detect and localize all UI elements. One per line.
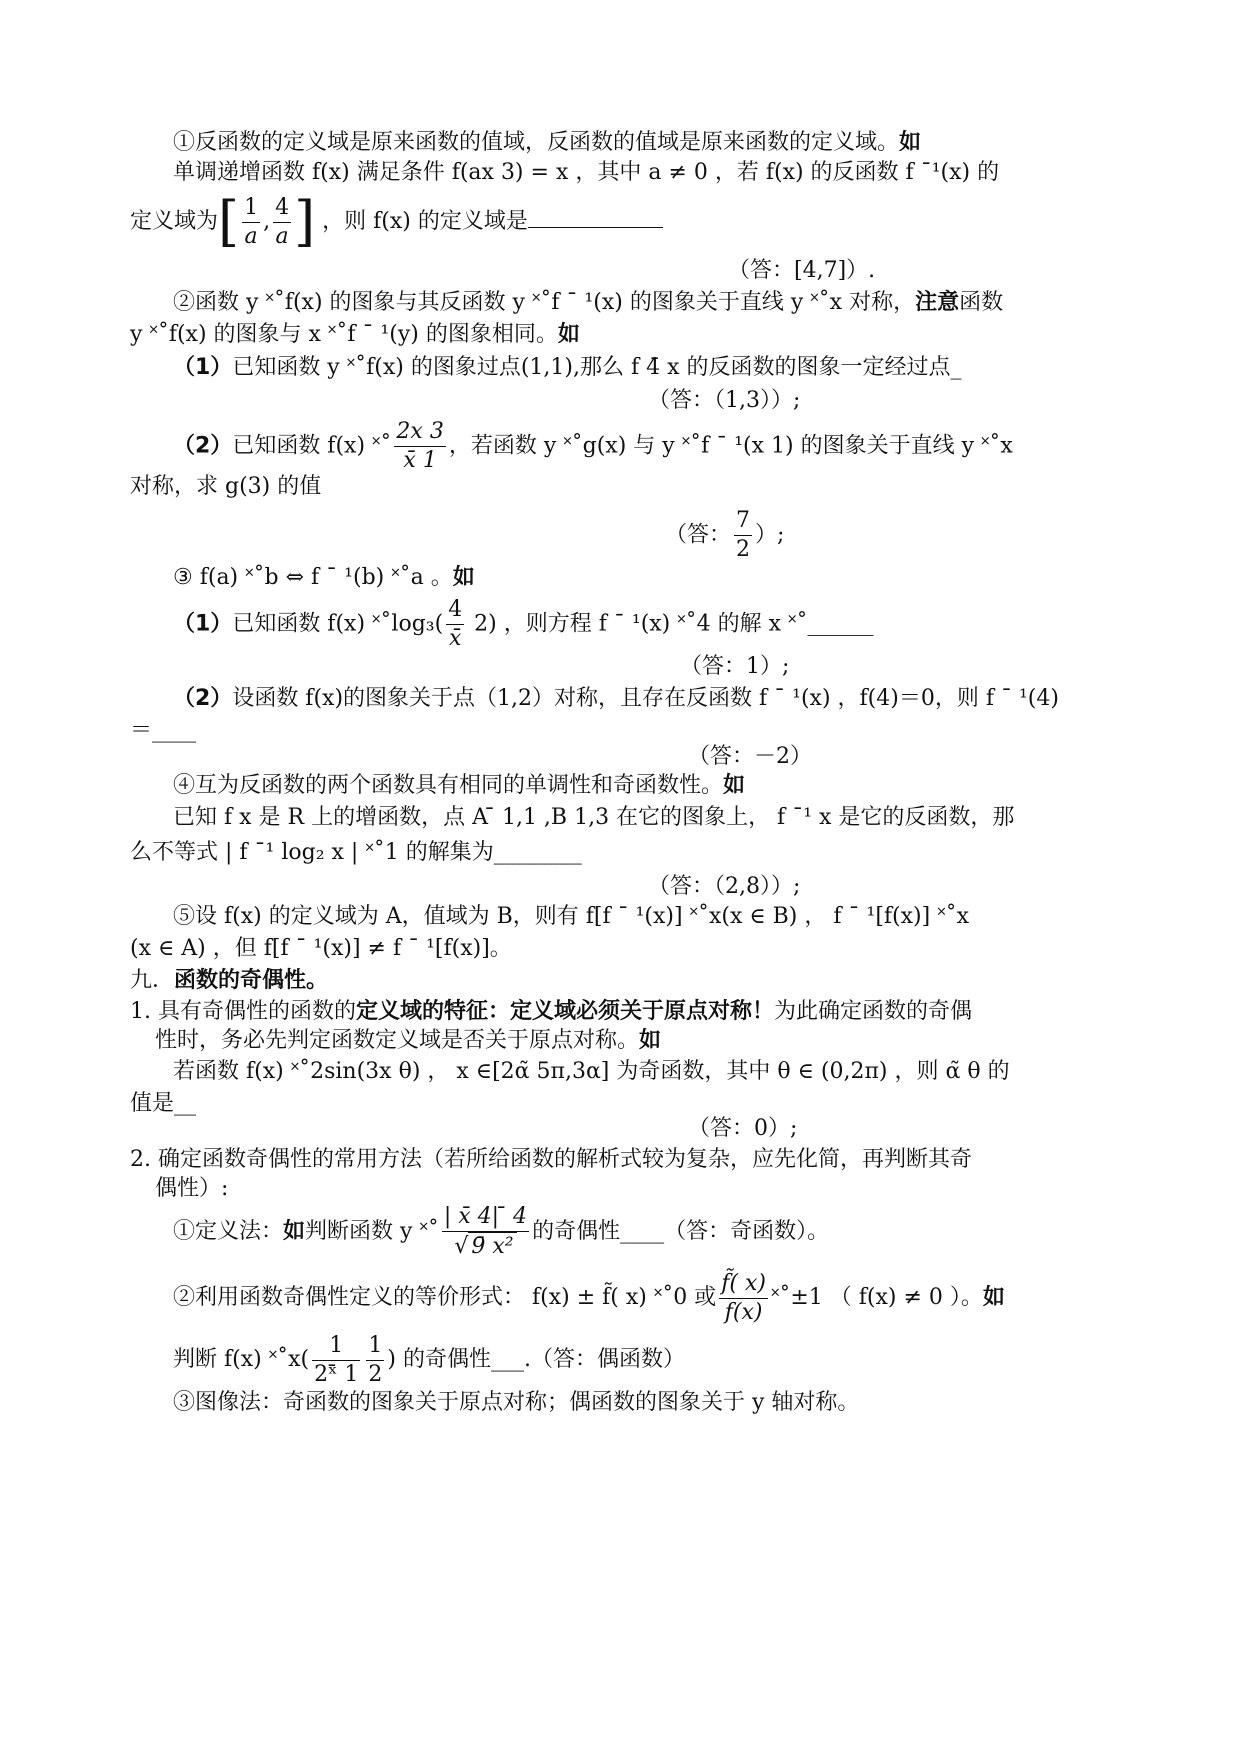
method2-post: ˟˚±1 （ f(x) ≠ 0 ）。 (770, 1285, 983, 1310)
section9-heading-bold: 函数的奇偶性。 (174, 968, 329, 993)
point1-line2-bold: 如 (639, 1028, 662, 1053)
item4-line3: 么不等式 | f ˉ¹ log₂ x | ˟˚1 的解集为________ (130, 840, 582, 865)
fraction-4-over-a (273, 194, 291, 251)
frac-den-wrap: √ 9̄ x² (442, 1232, 529, 1261)
frac-num: 1 (312, 1332, 360, 1361)
item3-line1-bold: 如 (452, 565, 475, 590)
item4-line1 (173, 771, 745, 801)
point2-method2 (173, 1268, 1005, 1328)
method2-pre: ②利用函数奇偶性定义的等价形式： f(x) ± f̃( x) ˟˚0 或 (173, 1285, 717, 1310)
point1-line1-pre: 具有奇偶性的函数的 (158, 999, 357, 1024)
frac-num: f̃( x) (719, 1270, 768, 1299)
item2-q2-post: ，若函数 y ˟˚g(x) 与 y ˟˚f ˉ ¹(x 1) 的图象关于直线 y ˟˚x (448, 433, 1013, 459)
method1-mid: 判断函数 y ˟˚ (305, 1219, 439, 1244)
item2-q2-answer (665, 507, 784, 564)
method2-fraction-2 (366, 1332, 384, 1389)
answer-post: ）; (755, 522, 785, 548)
item2-q2 (173, 418, 1013, 475)
item4-answer: （答：（2,8））; (648, 874, 801, 899)
frac-den: f(x) (724, 1299, 763, 1325)
item4-line1-bold: 如 (723, 773, 746, 798)
frac-num: 4 (446, 596, 464, 625)
item2-line1 (173, 288, 1003, 318)
item1-line1-text: ①反函数的定义域是原来函数的值域，反函数的值域是原来函数的定义域。 (173, 130, 900, 155)
item3-q1-label: （1） (173, 611, 233, 637)
point1-answer: （答：0）; (688, 1116, 798, 1141)
left-bracket: [ (218, 190, 240, 253)
item3-q2-answer: （答：－2） (688, 744, 812, 769)
frac-num: 1 (366, 1332, 384, 1361)
item2-line2-bold: 如 (557, 322, 580, 347)
item3-line1-text: ③ f(a) ˟˚b ⇔ f ˉ ¹(b) ˟˚a 。 (173, 565, 453, 590)
section9-heading (130, 966, 328, 996)
item1-line1 (173, 128, 921, 158)
point1-line4: 值是__ (130, 1091, 197, 1116)
item2-line1-pre: ②函数 y ˟˚f(x) 的图象与其反函数 y ˟˚f ˉ ¹(x) 的图象关于直线 y ˟˚x 对称， (173, 290, 916, 315)
point2-method1 (173, 1202, 829, 1262)
item1-line3-pre: 定义域为 (130, 209, 219, 234)
frac-den: 2ˣ̄ 1 (314, 1361, 359, 1387)
point2-method2-line2 (173, 1330, 685, 1390)
frac-den: a (244, 223, 258, 249)
point1-line2-pre: 性时，务必先判定函数定义域是否关于原点对称。 (155, 1028, 640, 1053)
item3-q1 (173, 596, 873, 653)
frac-num: 7 (734, 507, 752, 536)
frac-num: 4 (273, 194, 291, 223)
answer-pre: （答： (665, 522, 732, 548)
item3-q2 (173, 684, 1059, 714)
item4-line1-text: ④互为反函数的两个函数具有相同的单调性和奇函数性。 (173, 773, 724, 798)
item3-q1-pre: 已知函数 f(x) ˟˚log₃( (232, 611, 444, 637)
method1-bold: 如 (283, 1219, 306, 1244)
item2-q1-answer: （答：（1,3））; (648, 388, 801, 413)
item5-line1: ⑤设 f(x) 的定义域为 A，值域为 B，则有 f[f ˉ ¹(x)] ˟˚x(x ∈ B) ， f ˉ ¹[f(x)] ˟˚x (173, 904, 969, 929)
point2-line1 (130, 1145, 972, 1175)
item2-q1 (173, 353, 962, 383)
item1-line3-post: ，则 f(x) 的定义域是 (322, 209, 528, 234)
fraction-1-over-a (242, 194, 260, 251)
method2-fraction (719, 1270, 768, 1327)
point1-line2 (155, 1026, 661, 1056)
item3-line1 (173, 563, 475, 593)
point2-num: 2. (130, 1147, 151, 1172)
method2-fraction-1 (312, 1332, 360, 1389)
frac-num: 1 (242, 194, 260, 223)
fraction-7-over-2 (734, 507, 752, 564)
method1-fraction (442, 1203, 529, 1261)
item5-line2: (x ∈ A) ，但 f[f ˉ ¹(x)] ≠ f ˉ ¹[f(x)]。 (130, 936, 512, 961)
point1-line3: 若函数 f(x) ˟˚2sin(3x θ) ， x ∈[2α̃ 5π,3α] 为奇函数，其中 θ ∈ (0,2π) ，则 α̃ θ 的 (173, 1059, 1010, 1084)
item4-line2: 已知 f x 是 R 上的增函数，点 A ̄ 1,1 ,B 1,3 在它的图象上， f ˉ¹ x 是它的反函数，那 (173, 805, 1015, 830)
point1-line1 (130, 997, 972, 1027)
item2-line2-pre: y ˟˚f(x) 的图象与 x ˟˚f ˉ ¹(y) 的图象相同。 (130, 322, 558, 347)
item2-q2-label: （2） (173, 433, 233, 459)
point2-line2: 偶性）: (155, 1176, 229, 1201)
frac-den: 2 (368, 1361, 383, 1387)
frac-den: x̄ 1 (403, 448, 437, 473)
item2-line2 (130, 320, 580, 350)
frac-den: 9̄ x² (468, 1232, 516, 1261)
frac-num: 2x 3 (394, 418, 445, 447)
point1-line1-bold: 定义域的特征：定义域必须关于原点对称！ (356, 999, 775, 1024)
method1-post: 的奇偶性____（答：奇函数）。 (532, 1219, 830, 1244)
item1-answer: （答：[4,7]）. (728, 258, 876, 283)
right-bracket: ] (294, 190, 316, 253)
fraction-4-over-x (446, 596, 464, 653)
item1-line2: 单调递增函数 f(x) 满足条件 f(ax 3) = x ，其中 a ≠ 0 ，若 f(x) 的反函数 f ˉ¹(x) 的 (173, 160, 1000, 185)
item3-q2-text: 设函数 f(x)的图象关于点（1,2）对称，且存在反函数 f ˉ ¹(x) ，f(4)＝0，则 f ˉ ¹(4) (232, 686, 1059, 711)
item1-line3: 定义域为[ $\frac{1}{a}$ , $\frac{4}{a}$ ] ，则 f(x) 的定义域是 (130, 192, 663, 252)
item2-q1-label: （1） (173, 355, 233, 380)
item3-q2-line2: ＝____ (130, 718, 197, 743)
item2-q2-pre: 已知函数 f(x) ˟˚ (232, 433, 392, 459)
item2-q1-text: 已知函数 y ˟˚f(x) 的图象过点(1,1),那么 f 4̄ x 的反函数的图象一定经过点_ (232, 355, 962, 380)
method2-line2-post: ) 的奇偶性___.（答：偶函数） (387, 1347, 685, 1372)
point2-line1-text: 确定函数奇偶性的常用方法（若所给函数的解析式较为复杂，应先化简，再判断其奇 (158, 1147, 973, 1172)
point1-line1-post: 为此确定函数的奇偶 (774, 999, 973, 1024)
section9-heading-pre: 九． (130, 968, 175, 993)
fraction-2x-3-over-x-1 (394, 418, 445, 475)
method1-pre: ①定义法： (173, 1219, 284, 1244)
answer-blank (528, 205, 663, 228)
method2-bold: 如 (982, 1285, 1005, 1310)
item2-q2-line2: 对称，求 g(3) 的值 (130, 474, 322, 499)
frac-den: x̄ (448, 626, 462, 651)
frac-den: a (275, 223, 289, 249)
point2-method3: ③图像法：奇函数的图象关于原点对称；偶函数的图象关于 y 轴对称。 (173, 1390, 860, 1415)
item3-q1-answer: （答：1）; (680, 654, 790, 679)
point1-num: 1. (130, 999, 151, 1024)
item2-line1-bold: 注意 (915, 290, 960, 315)
item3-q1-post: 2) ，则方程 f ˉ ¹(x) ˟˚4 的解 x ˟˚______ (467, 611, 874, 637)
item2-line1-post: 函数 (959, 290, 1004, 315)
frac-den: 2 (736, 537, 751, 562)
item3-q2-label: （2） (173, 686, 233, 711)
frac-num: | x̄ 4| ̄ 4 (442, 1203, 529, 1232)
method2-line2-pre: 判断 f(x) ˟˚x( (173, 1347, 310, 1372)
item1-line1-bold: 如 (899, 130, 922, 155)
